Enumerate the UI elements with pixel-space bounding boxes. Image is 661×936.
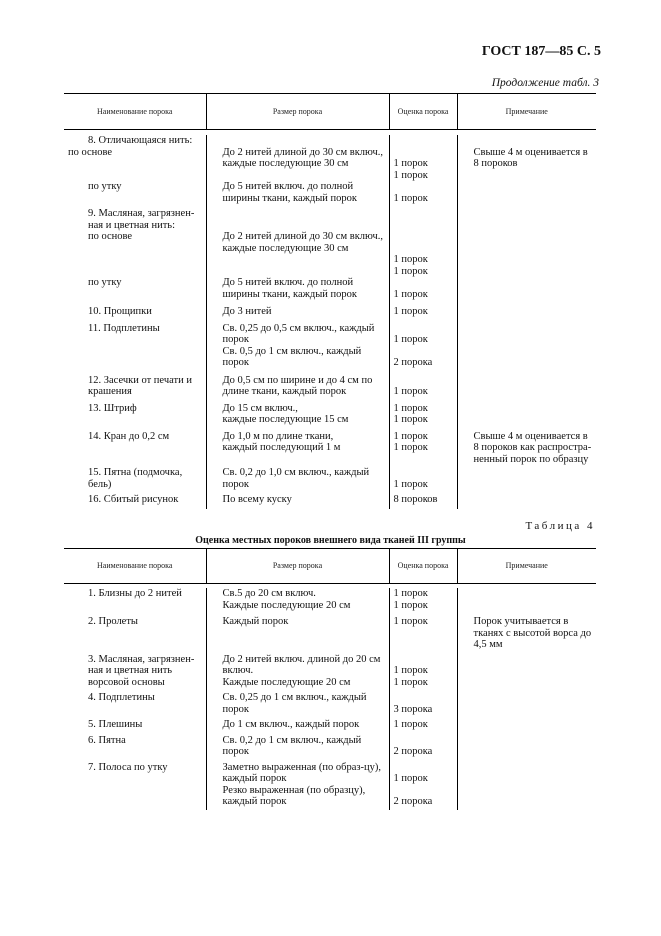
table-row: 10. Прощипки bbox=[88, 306, 152, 317]
col-header-size: Размер порока bbox=[206, 94, 389, 130]
table-row: 6. Пятна bbox=[88, 734, 126, 746]
col-header-score: Оценка порока bbox=[389, 549, 457, 584]
table-row: 9. Масляная, загрязнен-ная и цветная нить: по основе bbox=[88, 208, 195, 242]
table-4-title: Оценка местных пороков внешнего вида тканей III группы bbox=[195, 535, 466, 546]
table-row: 12. Засечки от печати и крашения bbox=[88, 374, 192, 397]
col-header-score: Оценка порока bbox=[389, 94, 457, 130]
table-row: 5. Плешины bbox=[88, 719, 143, 730]
col-header-note: Примечание bbox=[457, 549, 596, 584]
table-4: Наименование порока Размер порока Оценка порока Примечание 1. Близны до 2 нитей Св.5 до 20 см включ. Каждые последующие 20 см 1 порок 1 порок 2. Пролеты Каждый порок 1 порок Порок учитывается в тканях с высотой ворса до 4,5 мм 3. Масляная, загрязнен-ная и цветная нить ворсовой основы До 2 нитей включ. длиной до 20 см включ. Каждые последующие 20 см 1 порок 1 порок 4. Подплетины Св. 0,25 до 1 см включ., каждый порок 3 порока 5. Плешины До 1 см включ., каждый порок 1 порок 6. Пятна Св. 0,2 до 1 см включ., каждый порок 2 порока 7. Полоса по утку Заметно выраженная (по образ-цу), каждый порок Резко выраженная (по образцу), каждый порок 1 порок 2 порока bbox=[64, 548, 596, 810]
table-row: 8. Отличающаяся нить: по основе bbox=[68, 135, 193, 158]
table-continuation-label: Продолжение табл. 3 bbox=[491, 77, 599, 89]
col-header-name: Наименование порока bbox=[64, 549, 206, 584]
col-header-note: Примечание bbox=[457, 94, 596, 130]
table-row: по утку bbox=[88, 277, 122, 288]
table-row: 14. Кран до 0,2 см bbox=[88, 430, 170, 442]
col-header-size: Размер порока bbox=[206, 549, 389, 584]
table-3: Наименование порока Размер порока Оценка порока Примечание 8. Отличающаяся нить: по основе До 2 нитей длиной до 30 см включ., каждые последующие 30 см 1 порок 1 порок Свыше 4 м оценивается в 8 пороков по утку До 5 нитей включ. до полной ширины ткани, каждый порок 1 порок 9. Масляная, загрязнен-ная и цветная нить: по основе До 2 нитей длиной до 30 см включ., каждые последующие 30 см 1 порок 1 порок по утку До 5 нитей включ. до полной ширины ткани, каждый порок 1 порок 10. Прощипки До 3 нитей 1 порок 11. Подплетины Св. 0,25 до 0,5 см включ., каждый порок Св. 0,5 до 1 см включ., каждый порок 1 порок 2 порока 12. Засечки от печати и крашения До 0,5 см по ширине и до 4 см по длине ткани, каждый порок 1 порок 13. Штриф До 15 см включ., каждые последующие 15 см 1 порок 1 порок 14. Кран до 0,2 см До 1,0 м по длине ткани, каждый последующий 1 м 1 порок 1 порок Свыше 4 м оценивается в 8 пороков как распростра-ненный порок по образцу 15. Пятна (подмочка, бель) Св. 0,2 до 1,0 см включ., каждый порок 1 порок 16. Сбитый рисунок По всему куску 8 пороков bbox=[64, 93, 596, 509]
page-header: ГОСТ 187—85 С. 5 bbox=[481, 44, 601, 59]
table-4-caption: Таблица 4 bbox=[525, 520, 595, 532]
col-header-name: Наименование порока bbox=[64, 94, 206, 130]
table-row: 11. Подплетины bbox=[88, 322, 160, 334]
table-row: 1. Близны до 2 нитей bbox=[88, 588, 182, 599]
table-row: 16. Сбитый рисунок bbox=[88, 494, 179, 505]
table-row: 2. Пролеты bbox=[88, 616, 138, 627]
table-row: 3. Масляная, загрязнен-ная и цветная нить ворсовой основы bbox=[88, 653, 195, 688]
table-row: 7. Полоса по утку bbox=[88, 761, 168, 773]
table-row: 4. Подплетины bbox=[88, 692, 155, 703]
table-row: по утку bbox=[88, 181, 122, 192]
table-row: 15. Пятна (подмочка, бель) bbox=[88, 467, 183, 490]
table-row: 13. Штриф bbox=[88, 402, 137, 414]
